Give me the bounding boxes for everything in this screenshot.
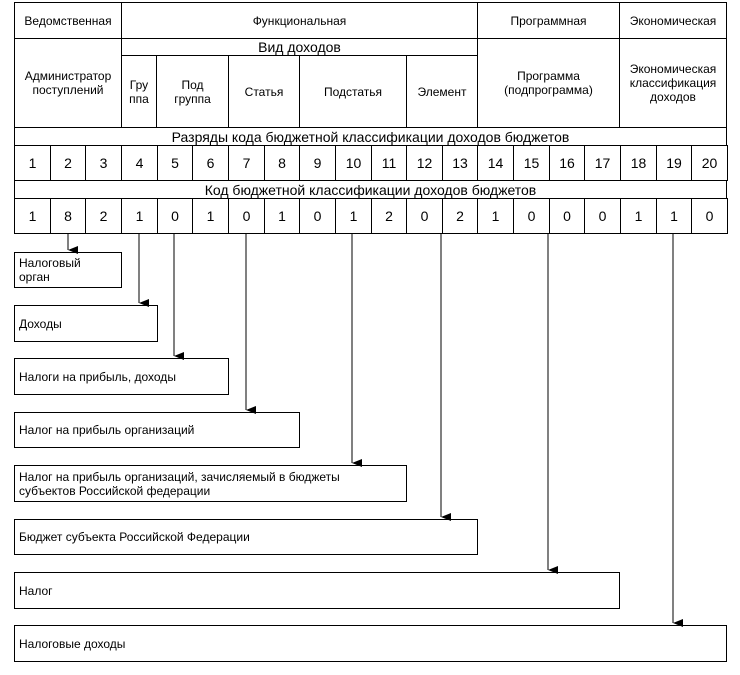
razryad-digit-1: 1 [14,145,51,181]
kod-digit-14: 1 [477,198,514,234]
header-element: Элемент [406,55,478,128]
razryad-digit-11: 11 [371,145,407,181]
header-funktsionalnaya: Функциональная [121,2,478,39]
header-podstatya: Подстатья [299,55,407,128]
header-programmnaya: Программная [477,2,620,39]
razryad-digit-3: 3 [85,145,122,181]
kod-digit-12: 0 [406,198,443,234]
box-nalog: Налог [14,572,620,609]
razryad-digit-10: 10 [335,145,372,181]
header-ekon-klass: Экономическая классификация доходов [619,38,727,128]
razryad-digit-8: 8 [264,145,300,181]
kod-digit-20: 0 [691,198,728,234]
kod-digit-10: 1 [335,198,372,234]
kod-digit-3: 2 [85,198,122,234]
razryad-digit-16: 16 [549,145,585,181]
header-podgruppa: Под группа [156,55,229,128]
kod-digit-17: 0 [584,198,621,234]
box-nalogovy-organ: Налоговый орган [14,252,122,288]
kod-digit-19: 1 [656,198,692,234]
kod-digit-4: 1 [121,198,158,234]
razryad-digit-5: 5 [157,145,193,181]
kod-digit-8: 1 [264,198,300,234]
kod-digit-7: 0 [228,198,265,234]
header-ekonomicheskaya: Экономическая [619,2,727,39]
kod-digit-1: 1 [14,198,51,234]
kod-digit-9: 0 [299,198,336,234]
box-nalogovye-dokhody: Налоговые доходы [14,625,727,662]
razryad-digit-13: 13 [442,145,478,181]
razryady-title: Разряды кода бюджетной классификации доходов бюджетов [14,127,727,146]
box-dokhody: Доходы [14,305,158,342]
razryad-digit-6: 6 [192,145,229,181]
razryad-digit-2: 2 [50,145,86,181]
header-vedomstvennaya: Ведомственная [14,2,122,39]
kod-digit-11: 2 [371,198,407,234]
header-gruppa: Гру ппа [121,55,157,128]
box-nalog-na-pribyl-organizatsiy: Налог на прибыль организаций [14,412,300,448]
header-statya: Статья [228,55,300,128]
razryad-digit-4: 4 [121,145,158,181]
kod-digit-13: 2 [442,198,478,234]
razryad-digit-12: 12 [406,145,443,181]
kod-title: Код бюджетной классификации доходов бюджетов [14,180,727,199]
kod-digit-16: 0 [549,198,585,234]
razryad-digit-20: 20 [691,145,728,181]
kod-digit-6: 1 [192,198,229,234]
box-nalogi-na-pribyl-dokhody: Налоги на прибыль, доходы [14,358,229,395]
box-byudzhet-subekta: Бюджет субъекта Российской Федерации [14,519,478,555]
razryad-digit-17: 17 [584,145,621,181]
header-administrator: Администратор поступлений [14,38,122,128]
header-programma: Программа (подпрограмма) [477,38,620,128]
box-nalog-v-byudzhety-subektov: Налог на прибыль организаций, зачисляемый в бюджеты субъектов Российской федерации [14,465,407,502]
kod-digit-18: 1 [620,198,657,234]
razryad-digit-19: 19 [656,145,692,181]
kod-digit-5: 0 [157,198,193,234]
kod-digit-15: 0 [513,198,550,234]
header-vid-dokhodov: Вид доходов [121,38,478,56]
kod-digit-2: 8 [50,198,86,234]
razryad-digit-18: 18 [620,145,657,181]
razryad-digit-7: 7 [228,145,265,181]
razryad-digit-15: 15 [513,145,550,181]
razryad-digit-14: 14 [477,145,514,181]
razryad-digit-9: 9 [299,145,336,181]
